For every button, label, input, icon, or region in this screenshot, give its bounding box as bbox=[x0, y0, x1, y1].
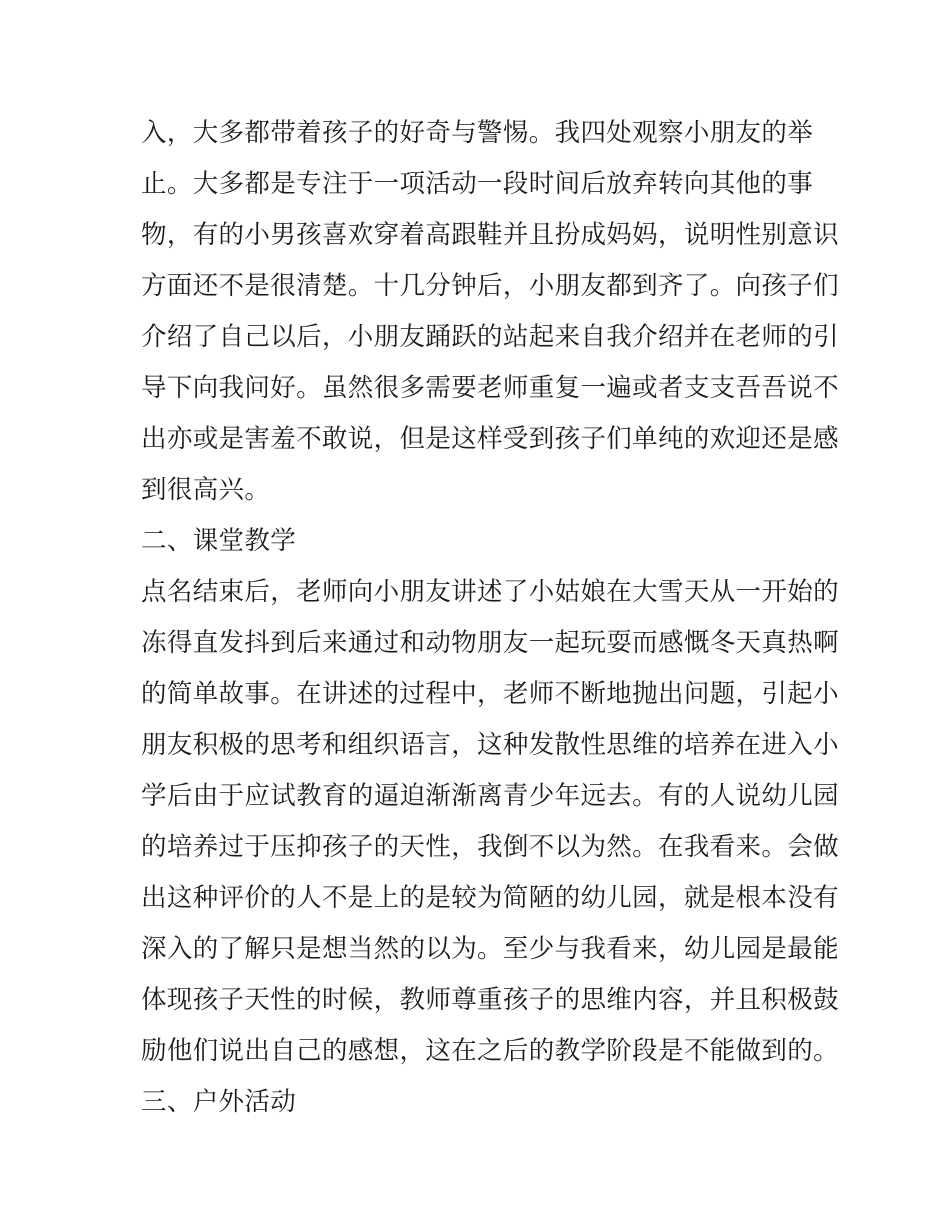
text-line: 方面还不是很清楚。十几分钟后，小朋友都到齐了。向孩子们 bbox=[141, 271, 839, 301]
text-line: 出这种评价的人不是上的是较为简陋的幼儿园，就是根本没有 bbox=[141, 883, 839, 913]
text-line: 学后由于应试教育的逼迫渐渐离青少年远去。有的人说幼儿园 bbox=[141, 781, 839, 811]
text-line: 的简单故事。在讲述的过程中，老师不断地抛出问题，引起小 bbox=[141, 679, 839, 709]
text-line: 止。大多都是专注于一项活动一段时间后放弃转向其他的事 bbox=[141, 169, 814, 199]
text-line: 朋友积极的思考和组织语言，这种发散性思维的培养在进入小 bbox=[141, 730, 839, 760]
text-line: 出亦或是害羞不敢说，但是这样受到孩子们单纯的欢迎还是感 bbox=[141, 424, 839, 454]
text-line: 励他们说出自己的感想，这在之后的教学阶段是不能做到的。 bbox=[141, 1036, 839, 1066]
text-line: 体现孩子天性的时候，教师尊重孩子的思维内容，并且积极鼓 bbox=[141, 985, 839, 1015]
paragraph-classroom-teaching bbox=[141, 567, 839, 1077]
text-line: 物，有的小男孩喜欢穿着高跟鞋并且扮成妈妈，说明性别意识 bbox=[141, 220, 839, 250]
text-line: 介绍了自己以后，小朋友踊跃的站起来自我介绍并在老师的引 bbox=[141, 322, 839, 352]
document-body bbox=[141, 108, 839, 1128]
text-line: 入，大多都带着孩子的好奇与警惕。我四处观察小朋友的举 bbox=[141, 118, 814, 148]
section-heading-classroom-teaching: 二、课堂教学 bbox=[141, 526, 297, 556]
text-line: 冻得直发抖到后来通过和动物朋友一起玩耍而感慨冬天真热啊 bbox=[141, 628, 839, 658]
text-line: 导下向我问好。虽然很多需要老师重复一遍或者支支吾吾说不 bbox=[141, 373, 839, 403]
text-line: 深入的了解只是想当然的以为。至少与我看来，幼儿园是最能 bbox=[141, 934, 839, 964]
section-heading-outdoor-activities: 三、户外活动 bbox=[141, 1087, 297, 1117]
text-line: 的培养过于压抑孩子的天性，我倒不以为然。在我看来。会做 bbox=[141, 832, 839, 862]
text-line: 点名结束后，老师向小朋友讲述了小姑娘在大雪天从一开始的 bbox=[141, 577, 839, 607]
text-line: 到很高兴。 bbox=[141, 475, 271, 505]
paragraph-intro-continuation bbox=[141, 108, 839, 516]
